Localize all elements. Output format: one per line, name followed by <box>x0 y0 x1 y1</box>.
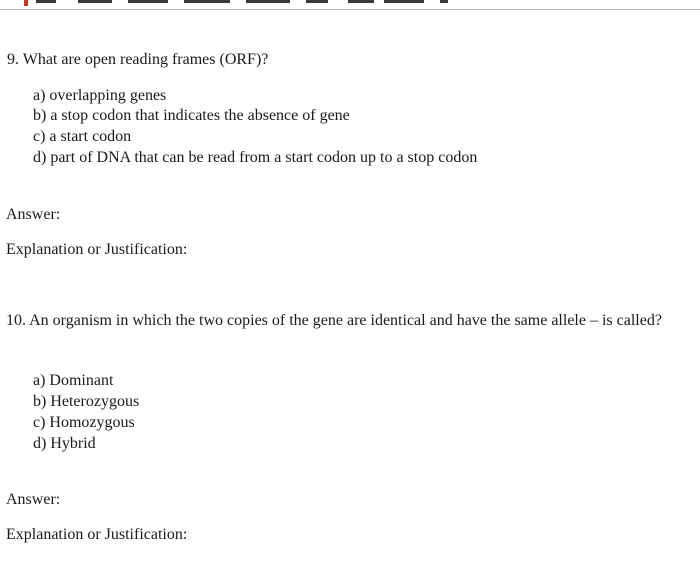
header-fragment-mark <box>36 0 56 3</box>
header-fragment-mark <box>128 0 168 3</box>
header-fragment-mark <box>184 0 230 3</box>
question-9-option-a: a) overlapping genes <box>33 87 167 104</box>
question-10-option-b: b) Heterozygous <box>33 393 140 410</box>
question-10-option-c: c) Homozygous <box>33 414 135 431</box>
question-9-option-c: c) a start codon <box>33 128 132 145</box>
header-fragment-mark <box>78 0 112 3</box>
question-9-option-d: d) part of DNA that can be read from a start codon up to a stop codon <box>33 149 478 166</box>
question-10-explanation-label: Explanation or Justification: <box>6 526 188 543</box>
header-fragment-mark <box>384 0 424 3</box>
header-fragment-mark <box>348 0 374 3</box>
header-fragment-mark <box>440 0 448 3</box>
question-10-option-d: d) Hybrid <box>33 435 96 452</box>
header-fragment-mark <box>306 0 328 3</box>
header-fragment-mark <box>246 0 290 3</box>
question-10-answer-label: Answer: <box>6 491 61 508</box>
question-9-answer-label: Answer: <box>6 206 61 223</box>
header-fragment-mark <box>24 0 28 6</box>
cut-off-header-fragment <box>0 0 700 14</box>
header-divider-line <box>0 9 700 10</box>
question-10-title: 10. An organism in which the two copies of the gene are identical and have the same allele – is called? <box>6 312 662 329</box>
question-9-title: 9. What are open reading frames (ORF)? <box>7 51 269 68</box>
question-10-option-a: a) Dominant <box>33 372 114 389</box>
question-9-option-b: b) a stop codon that indicates the absence of gene <box>33 107 350 124</box>
question-9-explanation-label: Explanation or Justification: <box>6 241 188 258</box>
